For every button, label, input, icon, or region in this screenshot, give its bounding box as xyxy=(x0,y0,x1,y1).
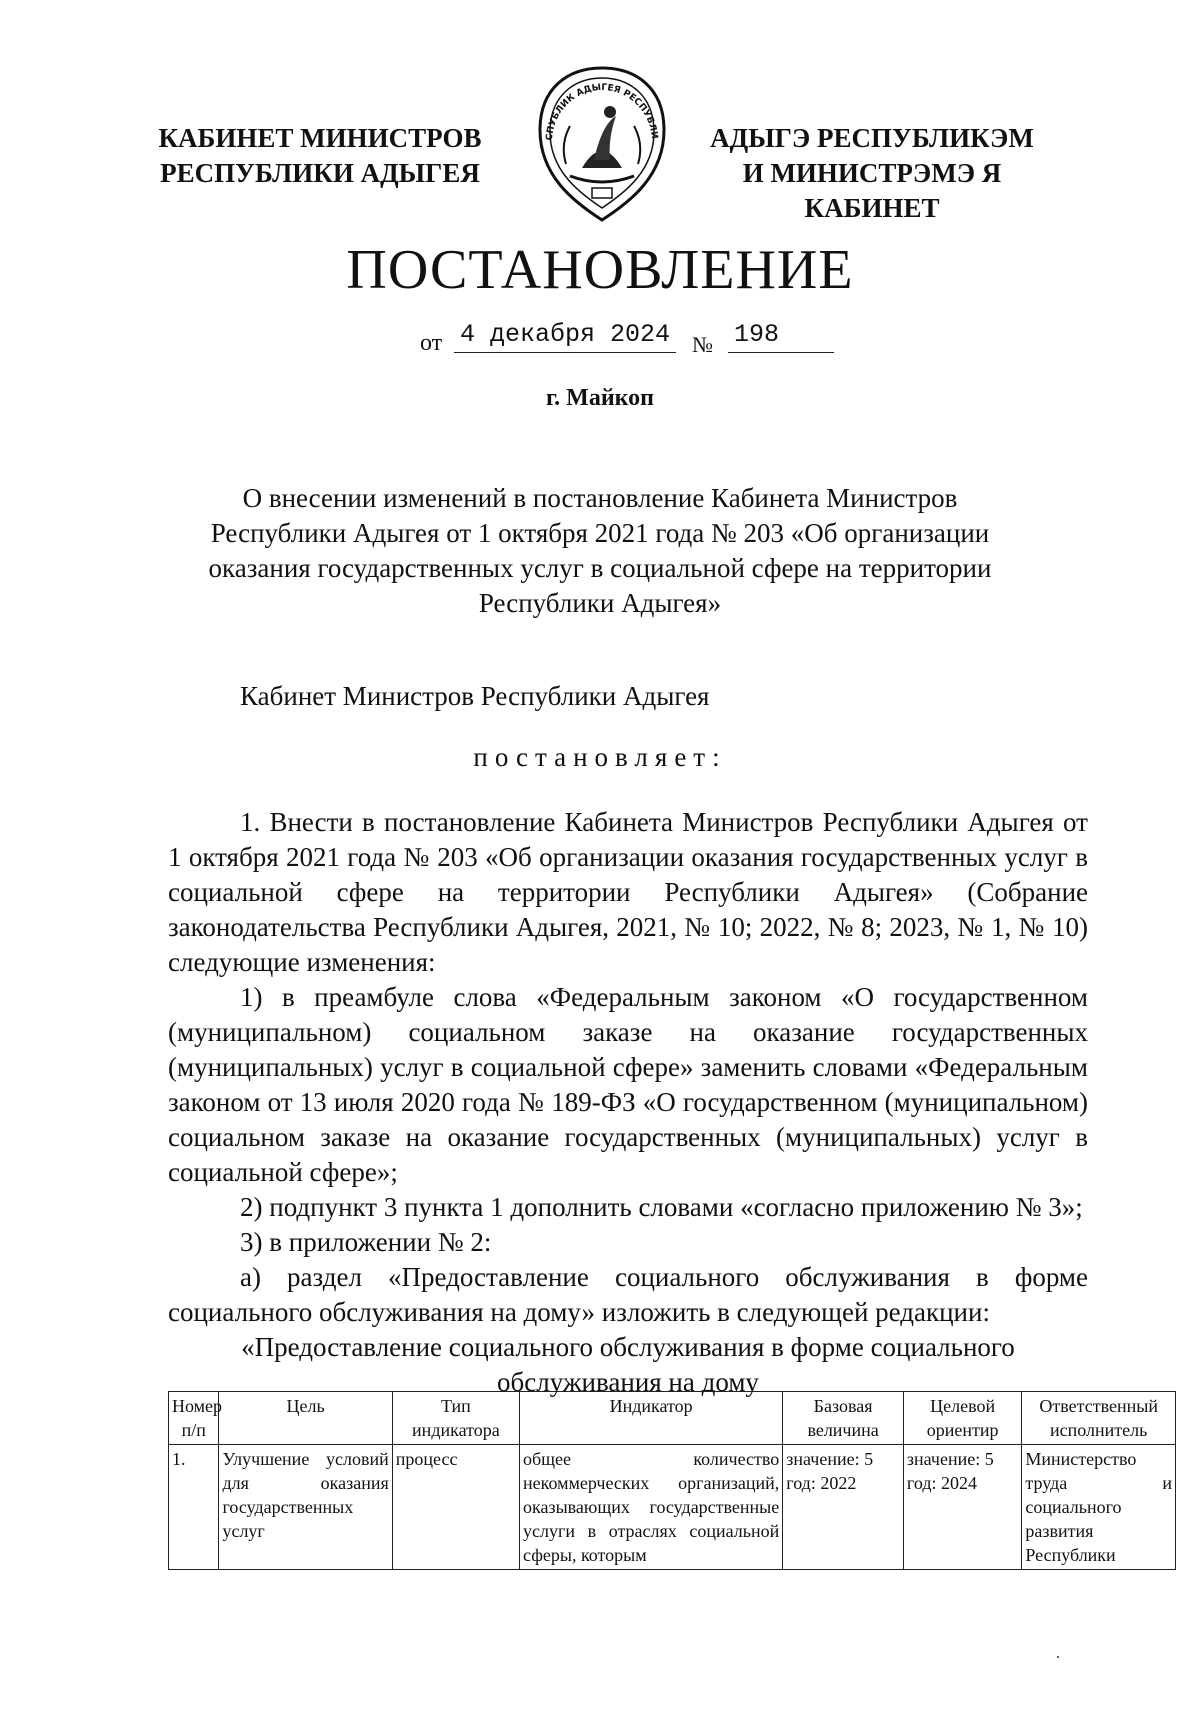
resolves-word: постановляет: xyxy=(473,742,727,772)
paragraph-1-3: 3) в приложении № 2: xyxy=(240,1227,492,1257)
issuer-adyghe-line-2: И МИНИСТРЭМЭ Я КАБИНЕТ xyxy=(742,158,1002,223)
document-body xyxy=(168,805,1088,1400)
table-cell: Министерство труда и социального развития Республики xyxy=(1022,1445,1176,1570)
header-cell: Целевой ориентир xyxy=(903,1392,1021,1445)
table-cell: 1. xyxy=(169,1445,219,1570)
document-date: 4 декабря 2024 xyxy=(454,320,676,353)
paragraph-1-2: 2) подпункт 3 пункта 1 дополнить словами «согласно приложению № 3»; xyxy=(240,1192,1083,1222)
header-cell: Индикатор xyxy=(520,1392,783,1445)
date-number-line xyxy=(400,320,840,360)
document-type-title: ПОСТАНОВЛЕНИЕ xyxy=(346,239,854,301)
paragraph-1: 1. Внести в постановление Кабинета Министров Республики Адыгея от 1 октября 2021 года № 203 «Об организации оказания государственных услуг в социальной сфере на территории Республики Адыгея» (Собрание законодательства Республики Адыгея, 2021, № 10; 2022, № 8; 2023, № 1, № 10) следующие изменения: xyxy=(168,807,1088,977)
paragraph-1-1: 1) в преамбуле слова «Федеральным законом «О государственном (муниципальном) социальном заказе на оказание государственных (муниципальных) услуг в социальной сфере» заменить словами «Федеральным законом от 13 июля 2020 года № 189-ФЗ «О государственном (муниципальном) социальном заказе на оказание государственных (муниципальных) услуг в социальной сфере»; xyxy=(168,982,1088,1187)
table-cell: общее количество некоммерческих организаций, оказывающих государственные услуги в отраслях социальной сферы, которым xyxy=(520,1445,783,1570)
svg-text:РЕСПУБЛИК АДЫГЕЯ РЕСПУБЛИКА: СПУБЛИК АДЫГЕЯ РЕСПУБЛИ xyxy=(544,82,659,141)
header-cell: Базовая величина xyxy=(783,1392,904,1445)
issuer-adyghe-line-1: АДЫГЭ РЕСПУБЛИКЭМ xyxy=(710,123,1034,153)
city: г. Майкоп xyxy=(545,385,654,411)
document-subject: О внесении изменений в постановление Кабинета Министров Республики Адыгея от 1 октября 2021 года № 203 «Об организации оказания государственных услуг в социальной сфере на территории Республики Адыгея» xyxy=(208,483,992,618)
table-cell: Улучшение условий для оказания государственных услуг xyxy=(219,1445,392,1570)
scan-speck xyxy=(1057,1656,1059,1658)
paragraph-1-3-a: а) раздел «Предоставление социального обслуживания в форме социального обслуживания на дому» изложить в следующей редакции: xyxy=(168,1262,1088,1327)
date-prefix: от xyxy=(420,330,443,356)
header-cell: Ответственный исполнитель xyxy=(1022,1392,1176,1445)
section-table xyxy=(168,1391,1176,1570)
table-cell: значение: 5 год: 2022 xyxy=(783,1445,904,1570)
coat-of-arms-icon xyxy=(530,64,674,224)
table-header-row xyxy=(169,1392,1176,1445)
issuer-line-1: КАБИНЕТ МИНИСТРОВ xyxy=(158,123,482,153)
table-cell: процесс xyxy=(392,1445,519,1570)
issuer-name-adyghe xyxy=(682,121,1062,226)
table-cell: значение: 5 год: 2024 xyxy=(903,1445,1021,1570)
issuer-statement: Кабинет Министров Республики Адыгея xyxy=(240,681,710,711)
header-cell: Цель xyxy=(219,1392,392,1445)
issuer-name-russian xyxy=(150,121,490,191)
table-title: «Предоставление социального обслуживания в форме социального обслуживания на дому xyxy=(241,1332,1015,1397)
number-prefix: № xyxy=(692,332,713,357)
header-cell: Тип индикатора xyxy=(392,1392,519,1445)
table-row xyxy=(169,1445,1176,1570)
document-number: 198 xyxy=(728,320,834,353)
header-cell: Номер п/п xyxy=(169,1392,219,1445)
issuer-line-2: РЕСПУБЛИКИ АДЫГЕЯ xyxy=(160,158,480,188)
